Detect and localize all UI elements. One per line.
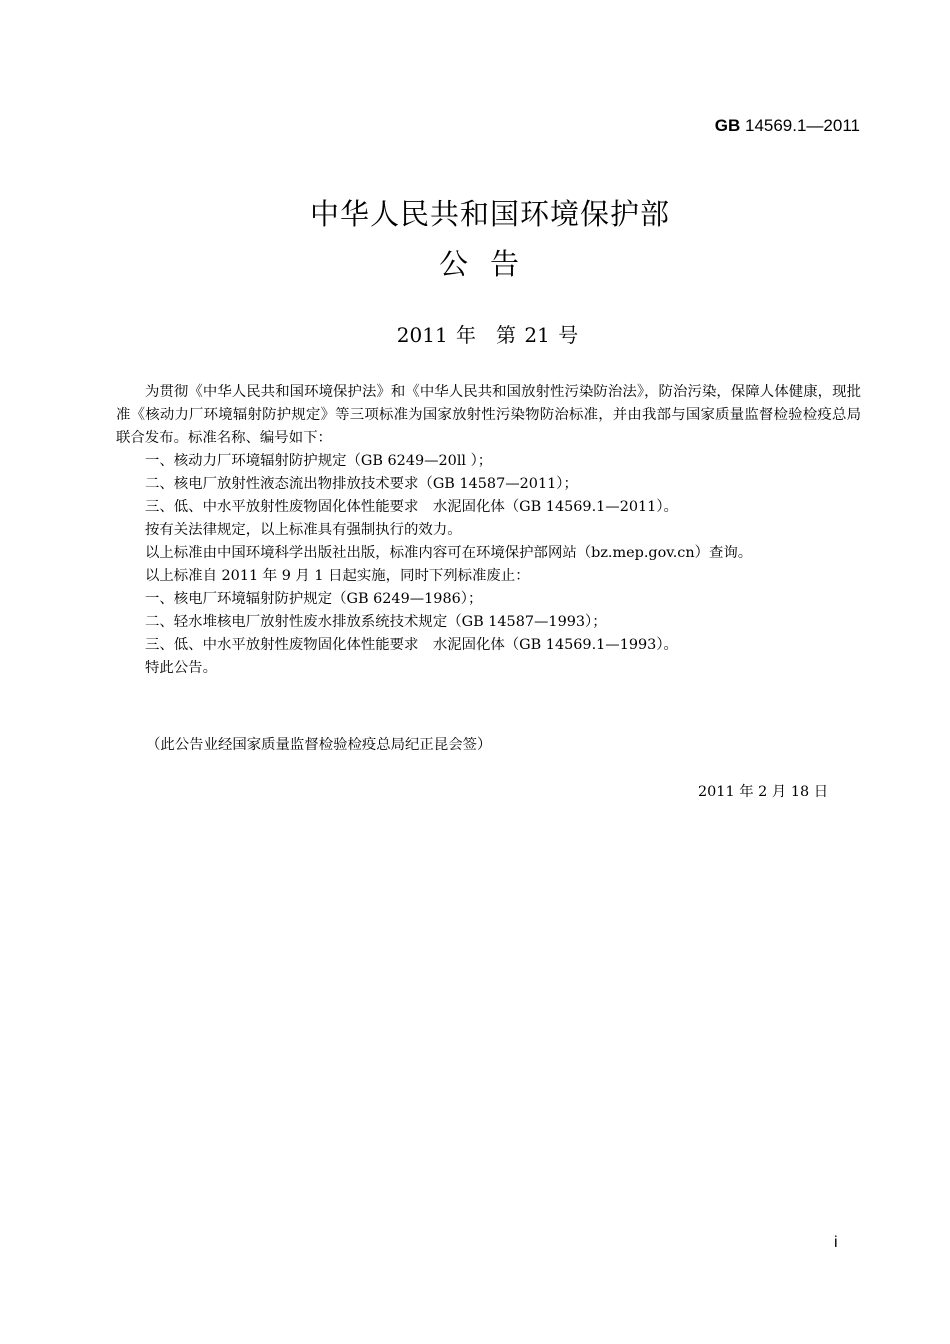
abolished-standard-item: 二、轻水堆核电厂放射性废水排放系统技术规定（GB 14587—1993）； — [145, 614, 607, 630]
agency-title: 中华人民共和国环境保护部 — [309, 197, 670, 231]
issue-date: 2011 年 2 月 18 日 — [698, 784, 829, 800]
announcement-body — [116, 381, 861, 680]
countersign-note: （此公告业经国家质量监督检验检疫总局纪正昆会签） — [146, 737, 492, 753]
standard-code — [715, 116, 860, 136]
abolished-standard-item: 一、核电厂环境辐射防护规定（GB 6249—1986）； — [145, 591, 483, 607]
abolished-standard-item: 三、低、中水平放射性废物固化体性能要求 水泥固化体（GB 14569.1—1993）。 — [145, 637, 678, 653]
intro-paragraph: 为贯彻《中华人民共和国环境保护法》和《中华人民共和国放射性污染防治法》，防治污染，保障人体健康，现批准《核动力厂环境辐射防护规定》等三项标准为国家放射性污染物防治标准，并由我部与国家质量监督检验检疫总局联合发布。标准名称、编号如下： — [116, 384, 861, 446]
closing-paragraph: 特此公告。 — [145, 660, 217, 676]
new-standard-item: 三、低、中水平放射性废物固化体性能要求 水泥固化体（GB 14569.1—2011）。 — [145, 499, 678, 515]
standard-number: 14569.1—2011 — [744, 116, 860, 135]
enforcement-paragraph: 按有关法律规定，以上标准具有强制执行的效力。 — [145, 522, 462, 538]
new-standard-item: 一、核动力厂环境辐射防护规定（GB 6249—20ll ）； — [145, 453, 493, 469]
effective-date-paragraph: 以上标准自 2011 年 9 月 1 日起实施，同时下列标准废止： — [145, 568, 530, 584]
standard-prefix: GB — [714, 116, 741, 135]
publisher-paragraph: 以上标准由中国环境科学出版社出版，标准内容可在环境保护部网站（bz.mep.gov.cn）查询。 — [145, 545, 753, 561]
page-number: i — [834, 1234, 838, 1251]
document-type-title: 公告 — [438, 247, 541, 281]
issue-number: 2011 年 第 21 号 — [396, 323, 579, 347]
new-standard-item: 二、核电厂放射性液态流出物排放技术要求（GB 14587—2011）； — [145, 476, 578, 492]
